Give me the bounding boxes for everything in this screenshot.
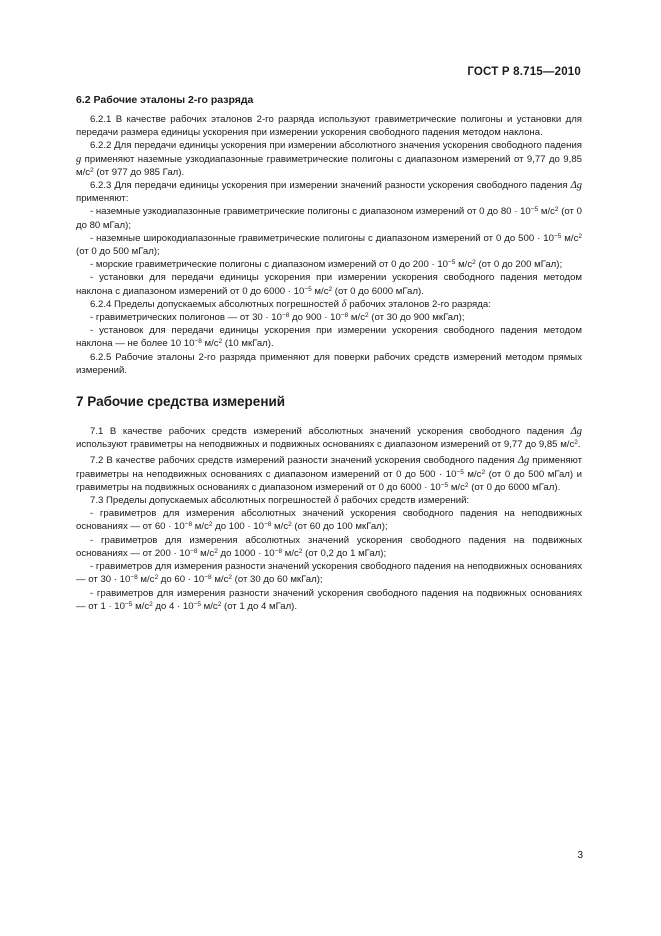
paragraph-7-2: 7.2 В качестве рабочих средств измерений разности значений ускорения свободного падения Δg применяют гравиметры на неподвижных основаниях с диапазоном измерений от 0 до $500 \cdot 10^{-5}$ $м/с^2$ (от 0 до 500 мГал) и гравиметры на подвижных основаниях с диапазоном измерений от 0 до $6000 \cdot 10^{-5}$ $м/с^2$ (от 0 до 6000 мГал). [76, 455, 583, 493]
list-item: - гравиметров для измерения абсолютных значений ускорения свободного падения на подвижных основаниях — от $200 \cdot 10^{-8}$ $м/с^2$ до $1000 \cdot 10^{-8}$ $м/с^2$ (от 0,2 до 1 мГал); [76, 534, 582, 559]
paragraph-7-3: 7.3 Пределы допускаемых абсолютных погрешностей δ рабочих средств измерений: [90, 495, 470, 507]
list-item: - наземные широкодиапазонные гравиметрические полигоны с диапазоном измерений от 0 до $500 \cdot 10^{-5}$ $м/с^2$ (от 0 до 500 мГал); [76, 232, 582, 258]
paragraph-6-2-2: 6.2.2 Для передачи единицы ускорения при измерении абсолютного значения ускорения свободного падения g применяют наземные узкодиапазонные гравиметрические полигоны с диапазоном измерений от 9,77 до 9,85 $м/с^2$ (от 977 до 985 Гал). [76, 140, 582, 178]
page-body [76, 93, 582, 613]
list-item: - гравиметров для измерения разности значений ускорения свободного падения на подвижных основаниях — от $1 \cdot 10^{-5}$ $м/с^2$ до $4 \cdot 10^{-5}$ $м/с^2$ (от 1 до 4 мГал). [76, 587, 582, 612]
list-item: - установок для передачи единицы ускорения при измерении ускорения свободного падения методом наклона — не более 10 $10^{-8}$ $м/с^2$ (10 мкГал). [76, 325, 582, 350]
page-number: 3 [577, 850, 583, 861]
section-6-2-title: 6.2 Рабочие эталоны 2-го разряда [76, 94, 254, 106]
paragraph-6-2-3: 6.2.3 Для передачи единицы ускорения при измерении значений разности ускорения свободного падения Δg применяют: [76, 180, 582, 205]
section-7-title: 7 Рабочие средства измерений [76, 394, 286, 410]
list-item: - установки для передачи единицы ускорения при измерении ускорения свободного падения методом наклона с диапазоном измерений от 0 до $6000 \cdot 10^{-5}$ $м/с^2$ (от 0 до 6000 мГал). [76, 272, 582, 297]
paragraph-6-2-1: 6.2.1 В качестве рабочих эталонов 2-го разряда используют гравиметрические полигоны и установки для передачи размера единицы ускорения при измерении ускорения свободного падения методом наклона. [76, 114, 582, 139]
paragraph-6-2-4: 6.2.4 Пределы допускаемых абсолютных погрешностей δ рабочих эталонов 2-го разряда: [90, 298, 491, 310]
paragraph-7-1: 7.1 В качестве рабочих средств измерений абсолютных значений ускорения свободного падения Δg используют гравиметры на неподвижных и подвижных основаниях с диапазоном измерений от 9,77 до 9,85 $м/с^2$. [76, 426, 582, 451]
list-item: - гравиметров для измерения разности значений ускорения свободного падения на неподвижных основаниях — от $30 \cdot 10^{-8}$ $м/с^2$ до $60 \cdot 10^{-8}$ $м/с^2$ (от 30 до 60 мкГал); [76, 561, 582, 586]
list-item: - морские гравиметрические полигоны с диапазоном измерений от 0 до $200 \cdot 10^{-5}$ $м/с^2$ (от 0 до 200 мГал); [90, 259, 563, 271]
document-code: ГОСТ Р 8.715—2010 [467, 66, 581, 78]
list-item: - гравиметров для измерения абсолютных значений ускорения свободного падения на неподвижных основаниях — от $60 \cdot 10^{-8}$ $м/с^2$ до $100 \cdot 10^{-8}$ $м/с^2$ (от 60 до 100 мкГал); [76, 508, 582, 533]
list-item: - гравиметрических полигонов — от $30 \cdot 10^{-8}$ до $900 \cdot 10^{-8}$ $м/с^2$ (от 30 до 900 мкГал); [90, 312, 465, 324]
list-item: - наземные узкодиапазонные гравиметрические полигоны с диапазоном измерений от 0 до $80 \cdot 10^{-5}$ $м/с^2$ (от 0 до 80 мГал); [76, 206, 582, 231]
paragraph-6-2-5: 6.2.5 Рабочие эталоны 2-го разряда применяют для поверки рабочих средств измерений методом прямых измерений. [76, 351, 582, 376]
